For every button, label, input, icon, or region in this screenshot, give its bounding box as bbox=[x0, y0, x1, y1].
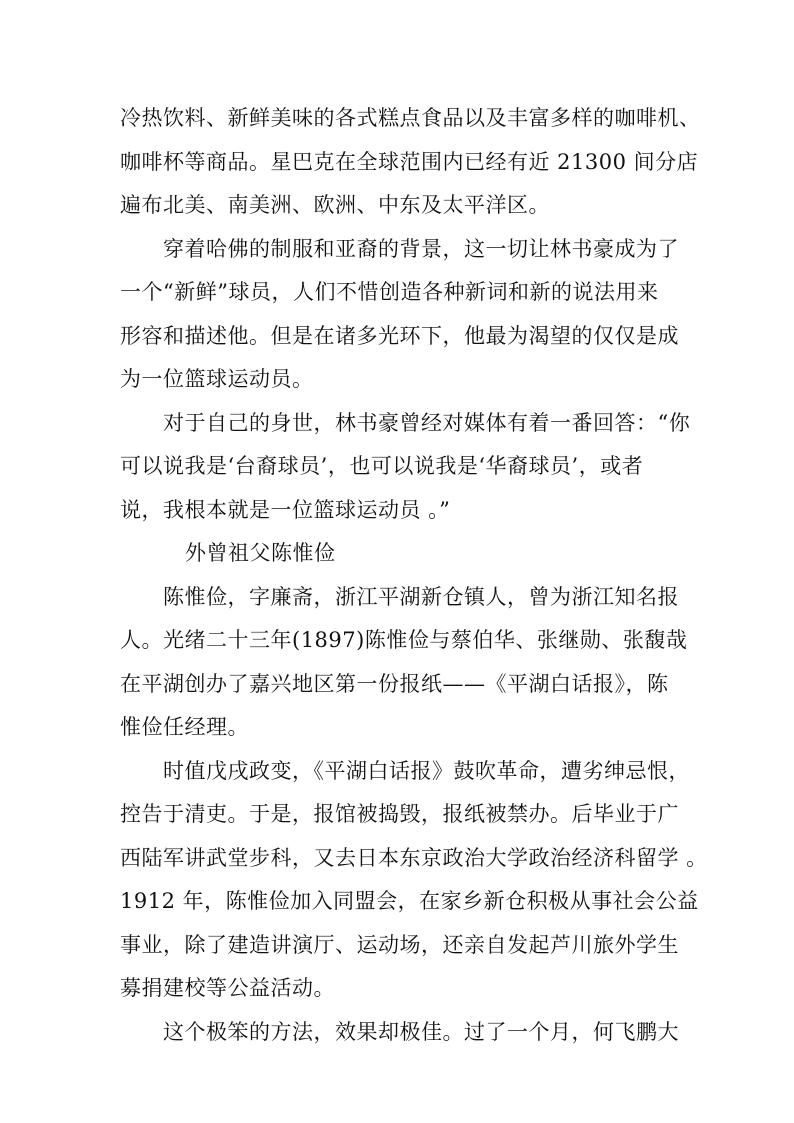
text-line: 这个极笨的方法，效果却极佳。过了一个月，何飞鹏大 bbox=[163, 1020, 679, 1044]
section-heading: 外曾祖父陈惟俭 bbox=[185, 541, 336, 565]
text-line: 惟俭任经理。 bbox=[120, 715, 249, 739]
text-line: 说，我根本就是一位篮球运动员 。” bbox=[120, 498, 451, 522]
text-line: 穿着哈佛的制服和亚裔的背景，这一切让林书豪成为了 bbox=[163, 237, 679, 261]
text-line: 事业，除了建造讲演厅、运动场，还亲自发起芦川旅外学生 bbox=[120, 933, 679, 957]
text-line: 陈惟俭，字廉斋，浙江平湖新仓镇人，曾为浙江知名报 bbox=[163, 585, 679, 609]
text-line: 人。光绪二十三年(1897)陈惟俭与蔡伯华、张继勋、张馥哉 bbox=[120, 628, 688, 652]
text-line: 冷热饮料、新鲜美味的各式糕点食品以及丰富多样的咖啡机、 bbox=[120, 106, 701, 130]
text-line: 一个“新鲜”球员，人们不惜创造各种新词和新的说法用来 bbox=[120, 280, 659, 304]
text-line: 可以说我是‘台裔球员’，也可以说我是‘华裔球员’，或者 bbox=[120, 454, 644, 478]
text-line: 遍布北美、南美洲、欧洲、中东及太平洋区。 bbox=[120, 193, 550, 217]
text-line: 形容和描述他。但是在诸多光环下，他最为渴望的仅仅是成 bbox=[120, 324, 679, 348]
text-line: 西陆军讲武堂步科，又去日本东京政治大学政治经济科留学 。 bbox=[120, 846, 708, 870]
text-line: 为一位篮球运动员。 bbox=[120, 367, 314, 391]
text-line: 咖啡杯等商品。星巴克在全球范围内已经有近 21300 间分店 bbox=[120, 150, 699, 174]
text-line: 控告于清吏。于是，报馆被捣毁，报纸被禁办。后毕业于广 bbox=[120, 802, 679, 826]
text-line: 1912 年，陈惟俭加入同盟会，在家乡新仓积极从事社会公益 bbox=[120, 889, 699, 913]
text-line: 募捐建校等公益活动。 bbox=[120, 976, 335, 1000]
text-line: 对于自己的身世，林书豪曾经对媒体有着一番回答：“你 bbox=[163, 411, 691, 435]
text-line: 时值戊戌政变，《平湖白话报》鼓吹革命，遭劣绅忌恨， bbox=[163, 759, 690, 783]
text-line: 在平湖创办了嘉兴地区第一份报纸——《平湖白话报》，陈 bbox=[120, 672, 669, 696]
